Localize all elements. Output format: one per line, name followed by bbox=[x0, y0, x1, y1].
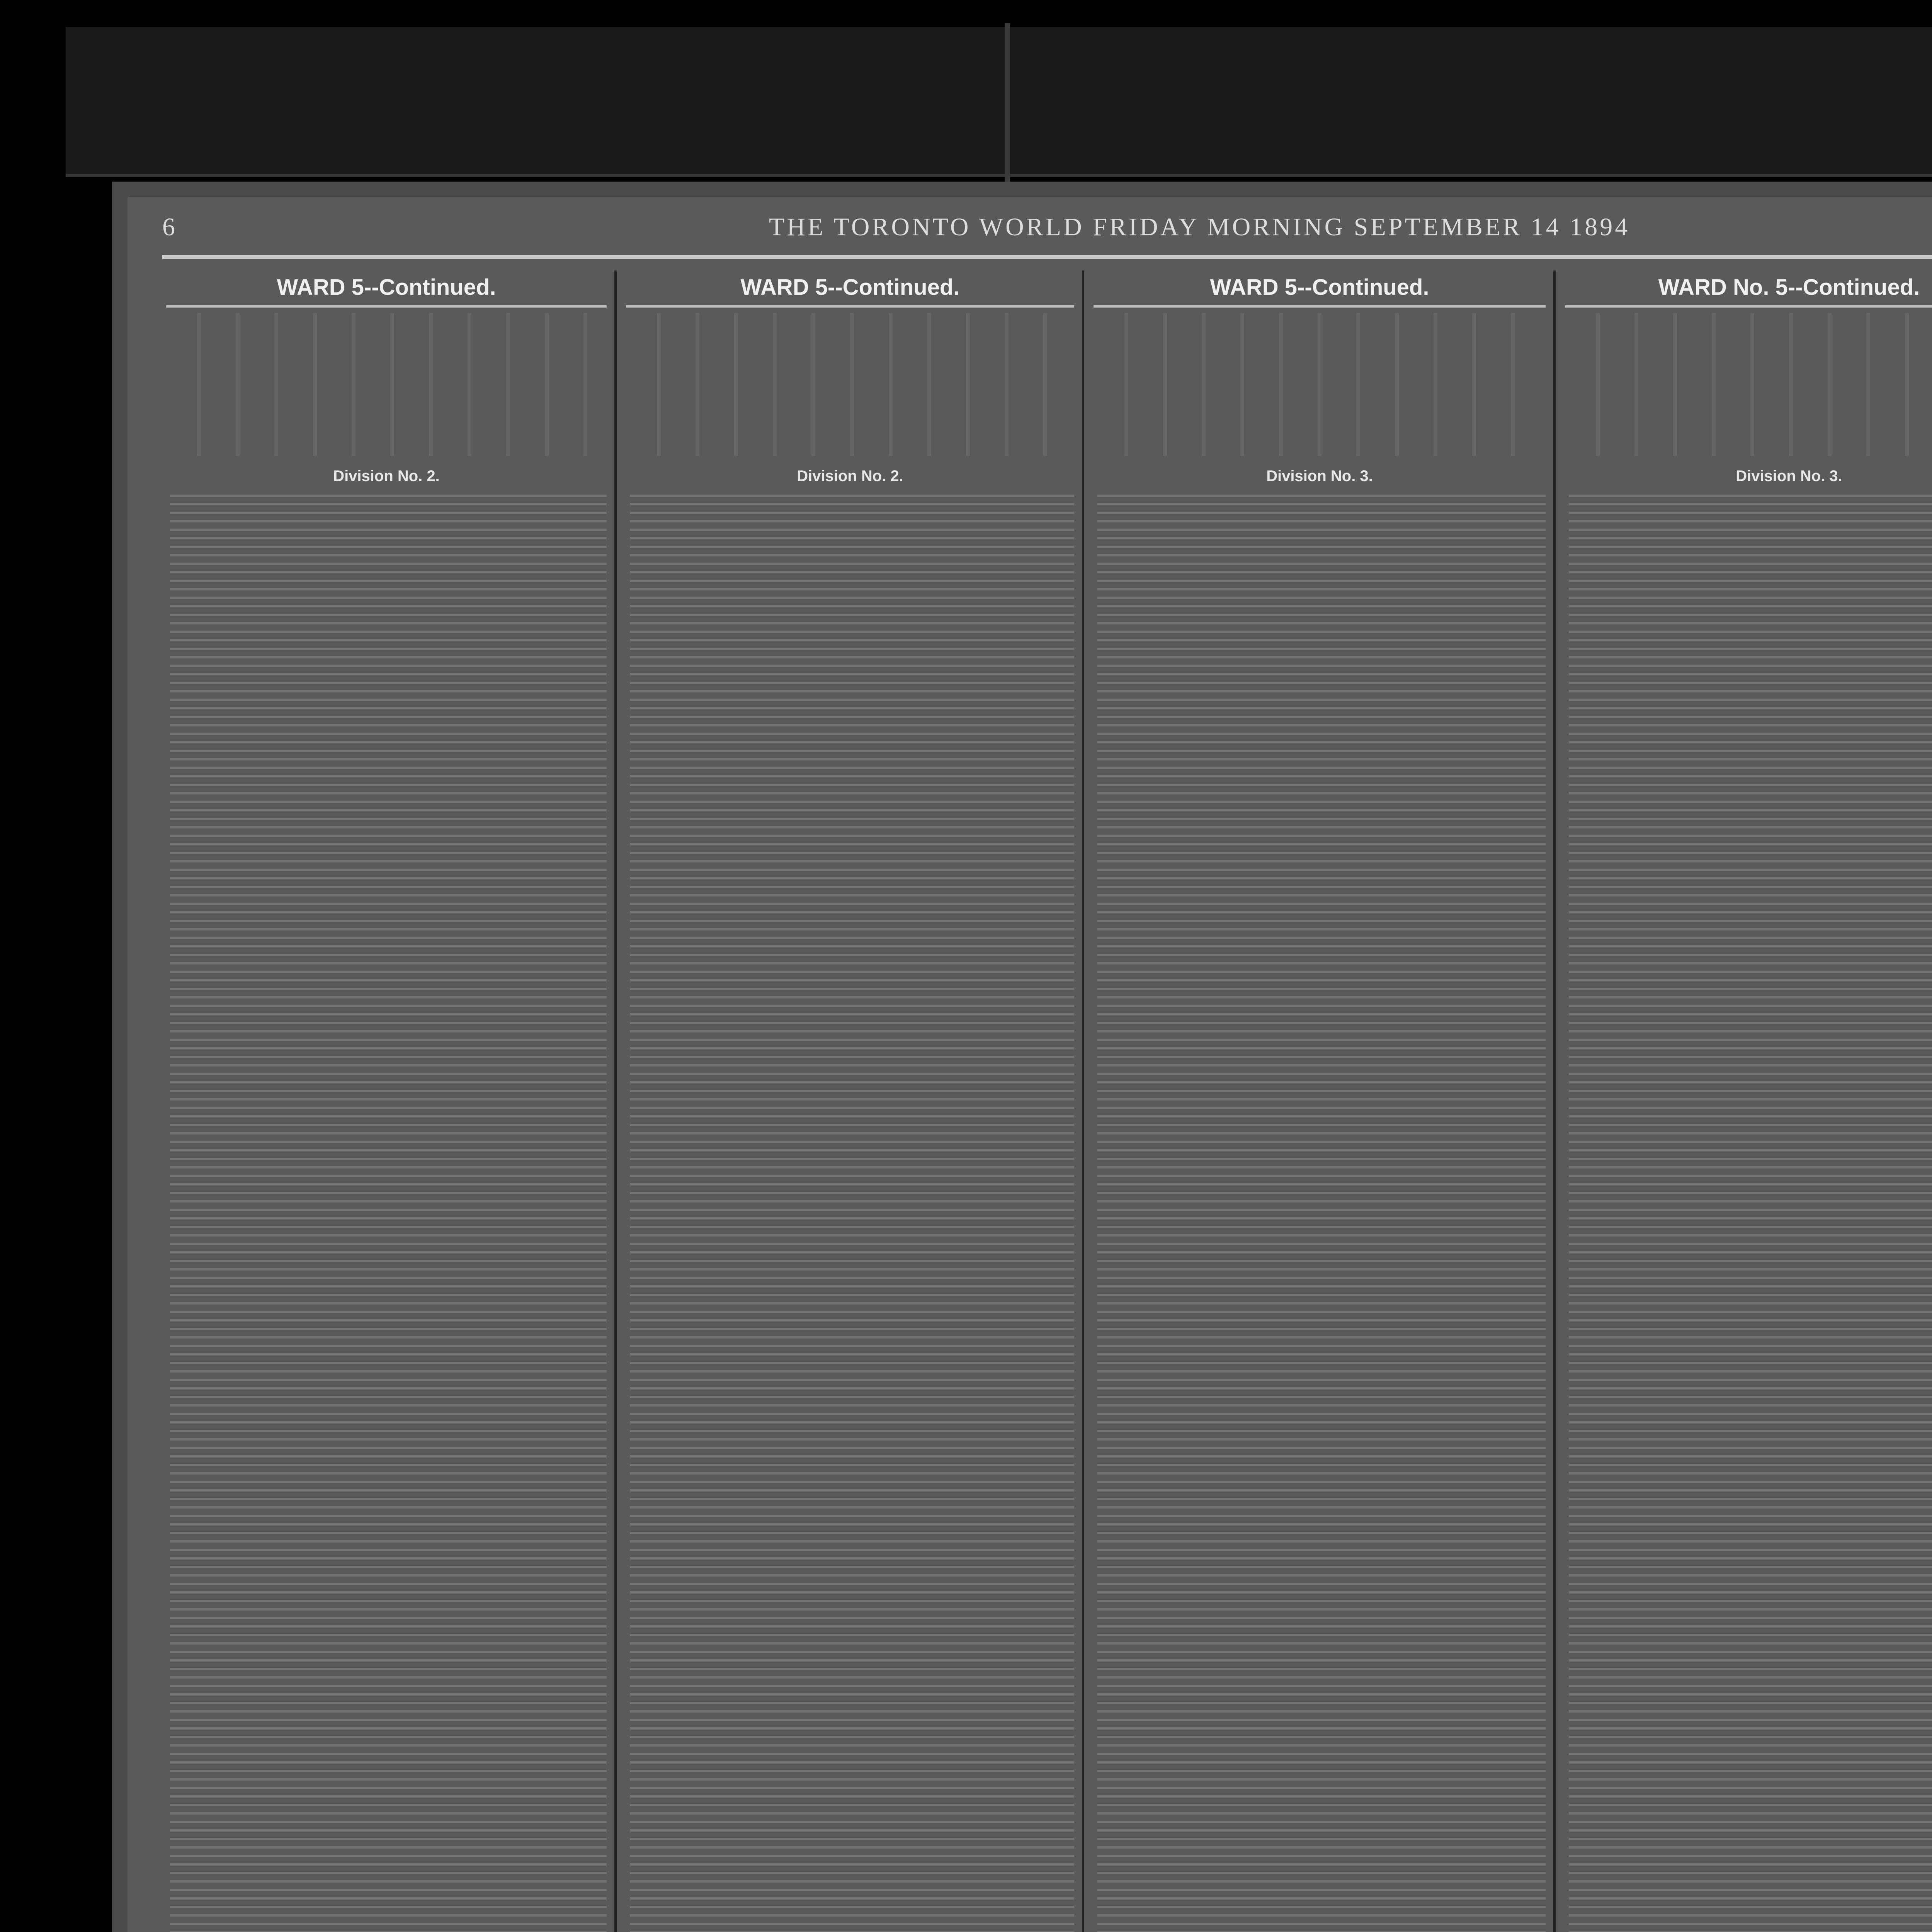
division-heading: Division No. 2. bbox=[797, 468, 903, 485]
division-heading: Division No. 3. bbox=[1266, 468, 1373, 485]
column-header-labels bbox=[1090, 313, 1549, 456]
masthead-rule bbox=[162, 255, 1932, 259]
page-number: 6 bbox=[162, 213, 175, 241]
column-heading: WARD 5--Continued. bbox=[740, 275, 960, 300]
column-1 bbox=[158, 270, 617, 1932]
tax-listing-entries bbox=[1097, 495, 1546, 1932]
heading-rule bbox=[1565, 305, 1932, 308]
division-heading: Division No. 2. bbox=[333, 468, 440, 485]
masthead-title: THE TORONTO WORLD FRIDAY MORNING SEPTEMBER 14 1894 bbox=[769, 213, 1630, 241]
column-heading: WARD No. 5--Continued. bbox=[1658, 275, 1920, 300]
column-header-labels bbox=[622, 313, 1078, 456]
column-header-labels bbox=[162, 313, 611, 456]
tax-listing-entries bbox=[170, 495, 607, 1932]
tax-listing-entries bbox=[630, 495, 1074, 1932]
page-divider bbox=[1005, 23, 1010, 185]
previous-page-strip bbox=[66, 27, 1932, 177]
column-2 bbox=[618, 270, 1084, 1932]
column-header-labels bbox=[1561, 313, 1932, 456]
heading-rule bbox=[1094, 305, 1546, 308]
column-4 bbox=[1557, 270, 1932, 1932]
heading-rule bbox=[626, 305, 1074, 308]
column-heading: WARD 5--Continued. bbox=[1210, 275, 1429, 300]
column-heading: WARD 5--Continued. bbox=[277, 275, 496, 300]
tax-listing-entries bbox=[1569, 495, 1932, 1932]
newspaper-page bbox=[112, 182, 1932, 1932]
column-3 bbox=[1086, 270, 1556, 1932]
heading-rule bbox=[166, 305, 607, 308]
division-heading: Division No. 3. bbox=[1736, 468, 1842, 485]
